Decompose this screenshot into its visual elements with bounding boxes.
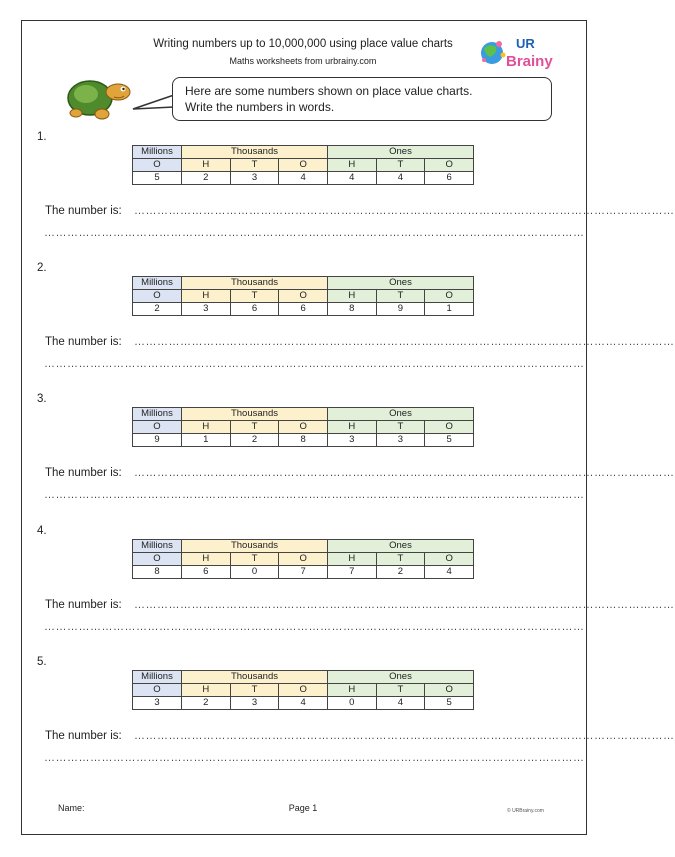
column-heading: T xyxy=(230,290,279,303)
worksheet-subtitle: Maths worksheets from urbrainy.com xyxy=(229,56,377,66)
digit-cell: 2 xyxy=(376,566,425,579)
column-heading: T xyxy=(230,421,279,434)
digit-cell: 2 xyxy=(182,172,231,185)
copyright-text: © URBrainy.com xyxy=(507,808,544,814)
column-heading: T xyxy=(230,684,279,697)
digit-cell: 1 xyxy=(182,434,231,447)
speech-bubble-tail xyxy=(132,92,176,114)
column-heading: T xyxy=(230,553,279,566)
column-heading: O xyxy=(133,421,182,434)
digit-cell: 5 xyxy=(133,172,182,185)
column-heading: T xyxy=(376,159,425,172)
column-heading: O xyxy=(279,684,328,697)
column-heading: T xyxy=(376,290,425,303)
place-value-chart xyxy=(132,670,474,710)
digit-cell: 4 xyxy=(279,172,328,185)
digit-cell: 3 xyxy=(376,434,425,447)
digit-cell: 2 xyxy=(230,434,279,447)
column-heading: H xyxy=(182,290,231,303)
millions-header: Millions xyxy=(133,540,182,553)
ones-header: Ones xyxy=(327,540,473,553)
millions-header: Millions xyxy=(133,146,182,159)
column-heading: H xyxy=(182,421,231,434)
page-number: Page 1 xyxy=(288,803,318,813)
digit-cell: 9 xyxy=(133,434,182,447)
answer-label: The number is: xyxy=(45,336,122,348)
column-heading: O xyxy=(133,290,182,303)
digit-cell: 6 xyxy=(182,566,231,579)
column-heading: H xyxy=(327,421,376,434)
urbrainy-logo xyxy=(478,33,568,73)
answer-line-continued[interactable]: …………………………………………………………………………………………………………………………… xyxy=(44,489,585,501)
thousands-header: Thousands xyxy=(182,277,328,290)
digit-cell: 4 xyxy=(327,172,376,185)
answer-line[interactable]: …………………………………………………………………………………………………………………………… xyxy=(134,730,675,742)
column-heading: O xyxy=(425,553,474,566)
answer-line-continued[interactable]: …………………………………………………………………………………………………………………………… xyxy=(44,227,585,239)
question-number: 4. xyxy=(37,525,47,537)
answer-label: The number is: xyxy=(45,205,122,217)
digit-cell: 1 xyxy=(425,303,474,316)
question-number: 1. xyxy=(37,131,47,143)
tortoise-mascot-icon xyxy=(62,72,134,124)
answer-line[interactable]: …………………………………………………………………………………………………………………………… xyxy=(134,336,675,348)
column-heading: O xyxy=(279,159,328,172)
digit-cell: 0 xyxy=(327,697,376,710)
digit-cell: 8 xyxy=(327,303,376,316)
digit-cell: 2 xyxy=(133,303,182,316)
logo-ur-text: UR xyxy=(516,36,535,51)
digit-cell: 5 xyxy=(425,434,474,447)
digit-cell: 8 xyxy=(133,566,182,579)
digit-cell: 4 xyxy=(376,697,425,710)
digit-cell: 3 xyxy=(327,434,376,447)
digit-cell: 4 xyxy=(425,566,474,579)
column-heading: O xyxy=(133,553,182,566)
digit-cell: 9 xyxy=(376,303,425,316)
ones-header: Ones xyxy=(327,146,473,159)
column-heading: O xyxy=(133,159,182,172)
digit-cell: 4 xyxy=(279,697,328,710)
column-heading: H xyxy=(327,684,376,697)
digit-cell: 3 xyxy=(133,697,182,710)
column-heading: O xyxy=(279,553,328,566)
worksheet-title: Writing numbers up to 10,000,000 using place value charts xyxy=(153,38,453,50)
digit-cell: 7 xyxy=(327,566,376,579)
digit-cell: 3 xyxy=(182,303,231,316)
answer-line[interactable]: …………………………………………………………………………………………………………………………… xyxy=(134,599,675,611)
question-number: 5. xyxy=(37,656,47,668)
ones-header: Ones xyxy=(327,408,473,421)
digit-cell: 6 xyxy=(230,303,279,316)
answer-label: The number is: xyxy=(45,599,122,611)
answer-line-continued[interactable]: …………………………………………………………………………………………………………………………… xyxy=(44,752,585,764)
column-heading: H xyxy=(182,684,231,697)
answer-label: The number is: xyxy=(45,467,122,479)
column-heading: T xyxy=(376,421,425,434)
digit-cell: 3 xyxy=(230,697,279,710)
name-label: Name: xyxy=(58,803,85,813)
place-value-chart xyxy=(132,539,474,579)
answer-label: The number is: xyxy=(45,730,122,742)
millions-header: Millions xyxy=(133,408,182,421)
instruction-speech-bubble xyxy=(172,77,552,121)
millions-header: Millions xyxy=(133,671,182,684)
ones-header: Ones xyxy=(327,277,473,290)
logo-brainy-text: Brainy xyxy=(506,53,553,70)
column-heading: H xyxy=(327,290,376,303)
column-heading: O xyxy=(425,684,474,697)
digit-cell: 3 xyxy=(230,172,279,185)
thousands-header: Thousands xyxy=(182,671,328,684)
instruction-line-2: Write the numbers in words. xyxy=(185,100,335,114)
column-heading: T xyxy=(376,684,425,697)
thousands-header: Thousands xyxy=(182,540,328,553)
place-value-chart xyxy=(132,276,474,316)
column-heading: H xyxy=(182,159,231,172)
digit-cell: 6 xyxy=(425,172,474,185)
digit-cell: 6 xyxy=(279,303,328,316)
digit-cell: 7 xyxy=(279,566,328,579)
column-heading: O xyxy=(425,421,474,434)
column-heading: O xyxy=(279,290,328,303)
thousands-header: Thousands xyxy=(182,408,328,421)
column-heading: T xyxy=(230,159,279,172)
column-heading: H xyxy=(327,553,376,566)
digit-cell: 2 xyxy=(182,697,231,710)
instruction-line-1: Here are some numbers shown on place value charts. xyxy=(185,84,473,98)
ones-header: Ones xyxy=(327,671,473,684)
answer-line[interactable]: …………………………………………………………………………………………………………………………… xyxy=(134,205,675,217)
answer-line-continued[interactable]: …………………………………………………………………………………………………………………………… xyxy=(44,621,585,633)
digit-cell: 5 xyxy=(425,697,474,710)
answer-line-continued[interactable]: …………………………………………………………………………………………………………………………… xyxy=(44,358,585,370)
column-heading: O xyxy=(425,290,474,303)
digit-cell: 4 xyxy=(376,172,425,185)
place-value-chart xyxy=(132,145,474,185)
column-heading: T xyxy=(376,553,425,566)
column-heading: H xyxy=(327,159,376,172)
millions-header: Millions xyxy=(133,277,182,290)
column-heading: O xyxy=(279,421,328,434)
place-value-chart xyxy=(132,407,474,447)
digit-cell: 0 xyxy=(230,566,279,579)
answer-line[interactable]: …………………………………………………………………………………………………………………………… xyxy=(134,467,675,479)
question-number: 2. xyxy=(37,262,47,274)
column-heading: H xyxy=(182,553,231,566)
question-number: 3. xyxy=(37,393,47,405)
column-heading: O xyxy=(425,159,474,172)
digit-cell: 8 xyxy=(279,434,328,447)
column-heading: O xyxy=(133,684,182,697)
thousands-header: Thousands xyxy=(182,146,328,159)
